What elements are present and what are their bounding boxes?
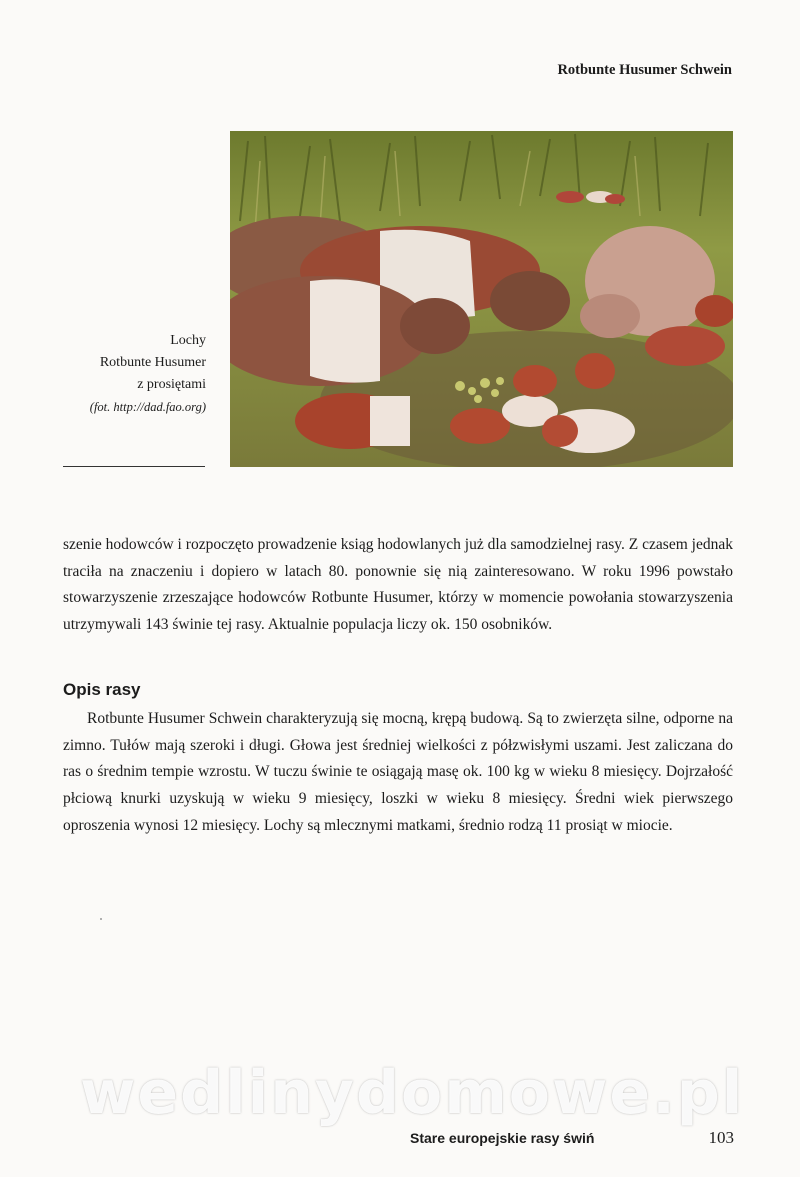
caption-line: Lochy: [170, 333, 206, 348]
caption-rule: [63, 466, 205, 467]
scan-speck: [100, 918, 102, 920]
footer-book-title: Stare europejskie rasy świń: [410, 1130, 595, 1146]
paragraph-breed-description: Rotbunte Husumer Schwein charakteryzują się mocną, krępą budową. Są to zwierzęta silne, odporne na zimno. Tułów mają szeroki i długi. Głowa jest średniej wielkości z półzwisłymi uszami. Jest zaliczana do ras o średnim tempie wzrostu. W tuczu świnie te osiągają masę ok. 100 kg w wieku 8 miesięcy. Dojrzałość płciową knurki uzyskują w wieku 9 miesięcy, loszki w wieku 8 miesięcy. Średni wiek pierwszego oproszenia wynosi 12 miesięcy. Lochy są mlecznymi matkami, średnio rodzą 11 prosiąt w miocie.: [63, 710, 733, 834]
photo-credit: (fot. http://dad.fao.org): [89, 400, 206, 414]
caption-line: z prosiętami: [137, 377, 206, 392]
paragraph-continued: szenie hodowców i rozpoczęto prowadzenie ksiąg hodowlanych już dla samodzielnej rasy. Z czasem jednak traciła na znaczeniu i dopiero w latach 80. ponownie się nią zainteresowano. W roku 1996 powstało stowarzyszenie zrzeszające hodowców Rotbunte Husumer, którzy w momencie powołania stowarzyszenia utrzymywali 143 świnie tej rasy. Aktualnie populacja liczy ok. 150 osobników.: [63, 536, 733, 634]
watermark: wedlinydomowe.pl: [80, 1058, 745, 1128]
pigs-feeding-photo-illustration: [230, 131, 733, 467]
section-heading-opis-rasy: Opis rasy: [63, 680, 141, 699]
caption-line: Rotbunte Husumer: [99, 355, 206, 370]
running-head: Rotbunte Husumer Schwein: [557, 62, 732, 78]
page-number: 103: [708, 1128, 734, 1147]
figure-caption: [60, 330, 206, 418]
pigs-photo: [230, 131, 733, 467]
